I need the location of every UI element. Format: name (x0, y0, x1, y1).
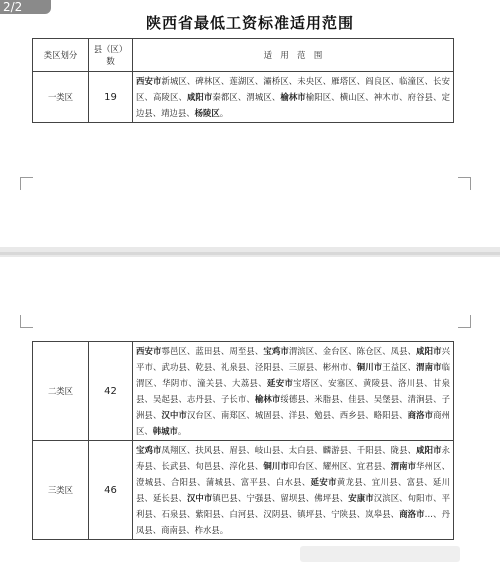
table-row (33, 72, 454, 123)
city-name: 宝鸡市 (136, 445, 162, 455)
table-row (33, 342, 454, 441)
city-name: 安康市 (348, 493, 374, 503)
city-name: 商洛市 (399, 509, 425, 519)
page-separator-line (0, 252, 500, 255)
city-name: 延安市 (266, 378, 294, 388)
tier-area-cell (133, 342, 454, 441)
page-corner-mark (20, 315, 33, 328)
city-name: 西安市 (136, 346, 162, 356)
district-list: 。 (219, 108, 229, 118)
page-corner-mark (458, 315, 471, 328)
district-list: 印台区、耀州区、宜君县、 (288, 461, 391, 471)
tier-area-cell (133, 72, 454, 123)
district-list: 秦都区、渭城区、 (212, 92, 281, 102)
city-name: 汉中市 (161, 410, 187, 420)
city-name: 延安市 (310, 477, 337, 487)
district-list: 兴平市、武功县、乾县、礼泉县、泾阳县、三原县、彬州市、 (136, 346, 450, 372)
document-title: 陕西省最低工资标准适用范围 (145, 14, 354, 32)
city-name: 杨陵区 (194, 108, 220, 118)
district-list: 宝塔区、安塞区、黄陵县、洛川县、甘泉县、吴起县、志丹县、子长市、 (136, 378, 451, 404)
page-indicator-badge: 2/2 (0, 0, 51, 14)
district-list: …、丹凤县、商南县、柞水县。 (136, 509, 451, 535)
city-name: 铜川市 (263, 461, 289, 471)
city-name: 渭南市 (416, 362, 442, 372)
city-name: 西安市 (136, 76, 162, 86)
page-corner-mark (458, 177, 471, 190)
district-list: 渭滨区、金台区、陈仓区、凤县、 (288, 346, 417, 356)
district-list: 凤翔区、扶风县、眉县、岐山县、太白县、麟游县、千阳县、陇县、 (161, 445, 417, 455)
tier-count-cell: 42 (89, 342, 133, 441)
header-type: 类区划分 (33, 39, 89, 72)
district-list: 新城区、碑林区、莲湖区、灞桥区、未央区、雁塔区、阎良区、临潼区、长安区、高陵区、 (136, 76, 450, 102)
city-name: 铜川市 (356, 362, 383, 372)
tier-count-cell: 46 (89, 441, 133, 540)
tier-type-cell: 二类区 (33, 342, 89, 441)
tier-count-cell: 19 (89, 72, 133, 123)
watermark-overlay (300, 546, 460, 562)
city-name: 咸阳市 (186, 92, 213, 102)
city-name: 渭南市 (390, 461, 417, 471)
table-header-row (33, 39, 454, 72)
city-name: 汉中市 (186, 493, 213, 503)
header-count: 县（区）数 (89, 39, 133, 72)
district-list: 镇巴县、宁强县、留坝县、佛坪县、 (212, 493, 349, 503)
district-list: 。 (177, 426, 187, 436)
district-list: 商州区、 (136, 410, 451, 436)
district-list: 临渭区、华阴市、潼关县、大荔县、 (136, 362, 451, 388)
district-list: 鄠邑区、蓝田县、周至县、 (161, 346, 264, 356)
wage-region-table-top (32, 38, 454, 123)
district-list: 榆阳区、横山区、神木市、府谷县、定边县、靖边县、 (136, 92, 451, 118)
district-list: 绥德县、米脂县、佳县、吴堡县、清涧县、子洲县、 (136, 394, 451, 420)
district-list: 华州区、澄城县、合阳县、蒲城县、富平县、白水县、 (136, 461, 450, 487)
district-list: 汉台区、南郑区、城固县、洋县、勉县、西乡县、略阳县、 (186, 410, 408, 420)
city-name: 商洛市 (407, 410, 434, 420)
page-corner-mark (20, 177, 33, 190)
tier-type-cell: 一类区 (33, 72, 89, 123)
city-name: 韩城市 (152, 426, 178, 436)
tier-area-cell (133, 441, 454, 540)
district-list: 汉滨区、旬阳市、平利县、石泉县、紫阳县、白河县、汉阴县、镇坪县、宁陕县、岚皋县、 (136, 493, 451, 519)
city-name: 宝鸡市 (263, 346, 289, 356)
city-name: 榆林市 (280, 92, 306, 102)
district-list: 王益区、 (382, 362, 417, 372)
wage-region-table-bottom (32, 341, 454, 540)
table-row (33, 441, 454, 540)
city-name: 榆林市 (254, 394, 281, 404)
city-name: 咸阳市 (416, 445, 442, 455)
district-list: 永寿县、长武县、旬邑县、淳化县、 (136, 445, 450, 471)
header-area: 适 用 范 围 (133, 39, 454, 72)
city-name: 咸阳市 (416, 346, 442, 356)
district-list: 黄龙县、宜川县、富县、延川县、延长县、 (136, 477, 451, 503)
tier-type-cell: 三类区 (33, 441, 89, 540)
